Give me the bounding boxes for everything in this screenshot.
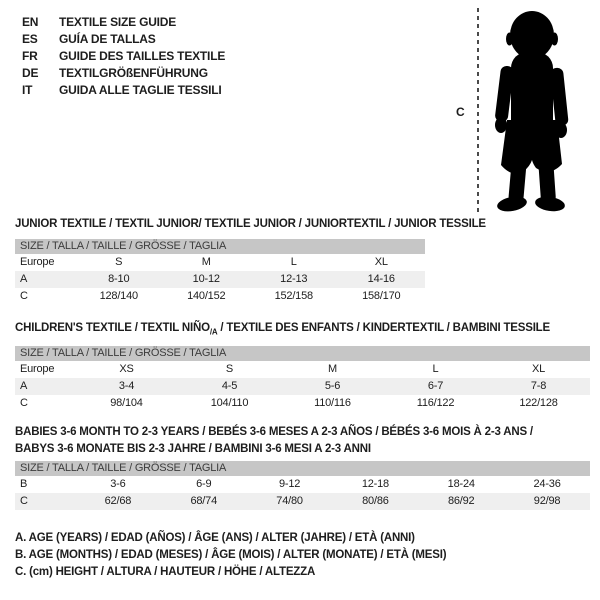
table-cell: 8-10: [108, 273, 130, 285]
legend-notes: [15, 530, 446, 581]
section-title-text: / TEXTILE DES ENFANTS / KINDERTEXTIL / BAMBINI TESSILE: [217, 322, 550, 334]
table-row: [15, 271, 425, 288]
table-cell: 4-5: [221, 380, 238, 392]
babies-size-table: [15, 461, 590, 510]
section-title-subscript: /A: [209, 327, 218, 337]
table-cell: 10-12: [192, 273, 220, 285]
note-age-years: A. AGE (YEARS) / EDAD (AÑOS) / ÂGE (ANS) / ALTER (JAHRE) / ETÀ (ANNI): [15, 532, 415, 544]
size-header-bar: SIZE / TALLA / TAILLE / GRÖSSE / TAGLIA: [15, 346, 590, 361]
language-title: TEXTILGRÖßENFÜHRUNG: [59, 66, 208, 80]
table-cell: XL: [531, 363, 546, 375]
row-label: C: [20, 397, 28, 409]
dashed-measure-line: [477, 8, 479, 212]
table-cell: XL: [374, 256, 388, 268]
language-code: ES: [22, 32, 38, 46]
row-label: C: [20, 290, 28, 302]
language-code: EN: [22, 15, 39, 29]
section-title-line1: BABIES 3-6 MONTH TO 2-3 YEARS / BEBÉS 3-6 MESES A 2-3 AÑOS / BÉBÉS 3-6 MOIS À 2-3 ANS /: [15, 426, 533, 438]
table-cell: XS: [119, 363, 134, 375]
table-cell: 3-4: [118, 380, 135, 392]
table-row: [15, 493, 590, 510]
table-cell: 128/140: [99, 290, 138, 302]
language-code: IT: [22, 83, 33, 97]
table-cell: 14-16: [367, 273, 395, 285]
table-cell: 7-8: [530, 380, 547, 392]
table-cell: 86/92: [447, 495, 475, 507]
table-cell: 80/86: [362, 495, 389, 507]
language-code: FR: [22, 49, 38, 63]
language-list: [22, 14, 225, 99]
height-measure-figure: [450, 8, 590, 216]
table-row: [15, 288, 425, 305]
table-cell: 122/128: [519, 397, 558, 409]
table-row: [15, 378, 590, 395]
table-cell: 12-13: [280, 273, 308, 285]
row-label: A: [20, 380, 28, 392]
language-row: [22, 31, 225, 48]
baby-silhouette-icon: [486, 8, 578, 214]
table-cell: M: [328, 363, 337, 375]
note-height: C. (cm) HEIGHT / ALTURA / HAUTEUR / HÖHE / ALTEZZA: [15, 566, 316, 578]
table-row: [15, 395, 590, 412]
table-cell: 104/110: [210, 397, 249, 409]
table-cell: 6-7: [427, 380, 444, 392]
table-cell: 92/98: [533, 495, 561, 507]
table-cell: 140/152: [187, 290, 226, 302]
row-label: C: [20, 495, 28, 507]
table-row: [15, 476, 590, 493]
table-cell: M: [201, 256, 211, 268]
language-row: [22, 82, 225, 99]
note-age-months: B. AGE (MONTHS) / EDAD (MESES) / ÂGE (MOIS) / ALTER (MONATE) / ETÀ (MESI): [15, 549, 447, 561]
table-cell: 5-6: [324, 380, 341, 392]
size-header-bar: SIZE / TALLA / TAILLE / GRÖSSE / TAGLIA: [15, 239, 425, 254]
language-title: GUIDA ALLE TAGLIE TESSILI: [59, 83, 222, 97]
table-cell: S: [225, 363, 234, 375]
table-cell: 24-36: [533, 478, 561, 490]
junior-size-table: [15, 239, 425, 305]
table-cell: 9-12: [278, 478, 301, 490]
table-cell: 74/80: [276, 495, 303, 507]
language-row: [22, 65, 225, 82]
size-header-bar: SIZE / TALLA / TAILLE / GRÖSSE / TAGLIA: [15, 461, 590, 476]
table-row: [15, 254, 425, 271]
table-cell: 98/104: [110, 397, 143, 409]
section-title-text: CHILDREN'S TEXTILE / TEXTIL NIÑO: [15, 322, 210, 334]
table-cell: 12-18: [361, 478, 389, 490]
table-cell: 3-6: [110, 478, 126, 490]
section-title-babies: [15, 424, 533, 458]
language-title: GUIDE DES TAILLES TEXTILE: [59, 49, 226, 63]
row-label: Europe: [20, 363, 55, 375]
section-title-line2: BABYS 3-6 MONATE BIS 2-3 JAHRE / BAMBINI 3-6 MESI A 2-3 ANNI: [15, 443, 371, 455]
language-title: GUÍA DE TALLAS: [59, 32, 156, 46]
section-title-children: [15, 320, 550, 340]
children-size-table: [15, 346, 590, 412]
measure-label-c: C: [456, 105, 465, 119]
language-row: [22, 14, 225, 31]
table-cell: 158/170: [362, 290, 401, 302]
section-title-junior: JUNIOR TEXTILE / TEXTIL JUNIOR/ TEXTILE JUNIOR / JUNIORTEXTIL / JUNIOR TESSILE: [15, 218, 486, 230]
table-cell: 68/74: [190, 495, 217, 507]
language-code: DE: [22, 66, 39, 80]
table-cell: 116/122: [416, 397, 455, 409]
table-row: [15, 361, 590, 378]
table-cell: 62/68: [104, 495, 132, 507]
row-label: B: [20, 478, 28, 490]
row-label: Europe: [20, 256, 55, 268]
language-row: [22, 48, 225, 65]
table-cell: 110/116: [314, 397, 351, 409]
table-cell: L: [432, 363, 439, 375]
table-cell: L: [290, 256, 297, 268]
table-cell: 18-24: [447, 478, 475, 490]
table-cell: 6-9: [196, 478, 212, 490]
table-cell: 152/158: [274, 290, 313, 302]
table-cell: S: [115, 256, 123, 268]
language-title: TEXTILE SIZE GUIDE: [59, 15, 177, 29]
row-label: A: [20, 273, 28, 285]
